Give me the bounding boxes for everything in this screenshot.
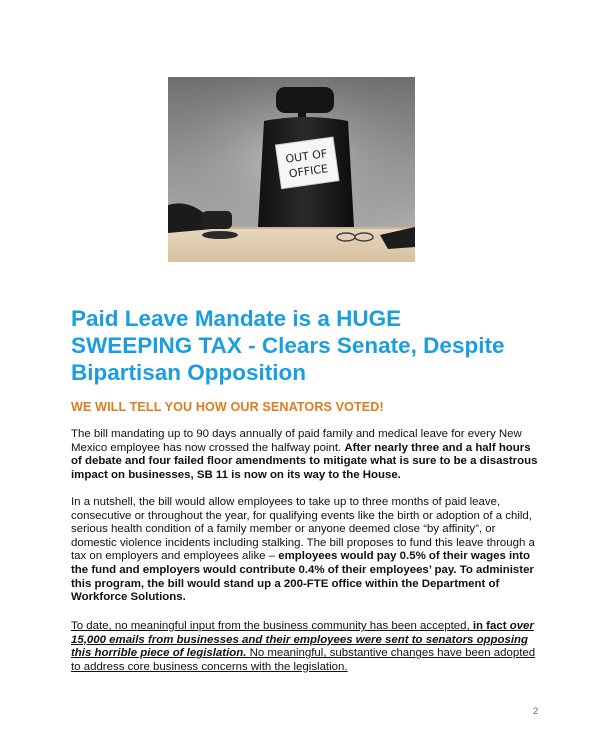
headline-line3: Bipartisan Opposition: [71, 360, 307, 385]
paragraph-1-bold: After nearly three and a half hours of debate and four failed floor amendments to mitigate what is sure to be a disastrous impact on businesses, SB 11 is now on its way to the House.: [71, 441, 538, 481]
paragraph-2-bold-2: To administer this program, the bill would stand up a 200-FTE office within the Department of Workforce Solutions.: [71, 563, 534, 604]
paragraph-2-bold-1: employees would pay 0.5% of their wages into the fund and employers would contribute 0.4% of their employees’ pay.: [71, 550, 530, 576]
paragraph-1: [71, 428, 541, 482]
paragraph-3-underline-2: No meaningful, substantive changes have been adopted to address core business concerns with the legislation.: [71, 647, 536, 673]
paragraph-2-text: In a nutshell, the bill would allow employees to take up to three months of paid leave, consecutive or throughout the year, for qualifying events like the birth or adoption of a child, serious health condition of a family member or anyone deemed close “by affinity”, or domestic violence incidents including stalking. The bill proposes to fund this leave through a tax on employers and employees alike –: [71, 496, 535, 563]
paragraph-1-text: The bill mandating up to 90 days annually of paid family and medical leave for every New Mexico employee has now crossed the halfway point.: [71, 428, 522, 454]
headline-line2: SWEEPING TAX - Clears Senate, Despite: [71, 333, 505, 358]
out-of-office-photo: [168, 77, 415, 262]
article-subhead: WE WILL TELL YOU HOW OUR SENATORS VOTED!: [71, 400, 384, 414]
paragraph-3-bold-underline: in fact: [469, 620, 510, 632]
paragraph-3-underline-1: To date, no meaningful input from the business community has been accepted,: [71, 620, 470, 632]
article-headline: [71, 305, 551, 386]
paragraph-3: [71, 620, 541, 674]
sign-text-line1: OUT OF: [284, 147, 329, 166]
headline-line1: Paid Leave Mandate is a HUGE: [71, 306, 402, 331]
sign-text-line2: OFFICE: [288, 162, 329, 181]
page-number: 2: [533, 706, 539, 717]
paragraph-2: [71, 496, 541, 605]
paragraph-3-bold-italic: over 15,000 emails from businesses and their employees were sent to senators opposing this horrible piece of legislation.: [71, 620, 534, 660]
